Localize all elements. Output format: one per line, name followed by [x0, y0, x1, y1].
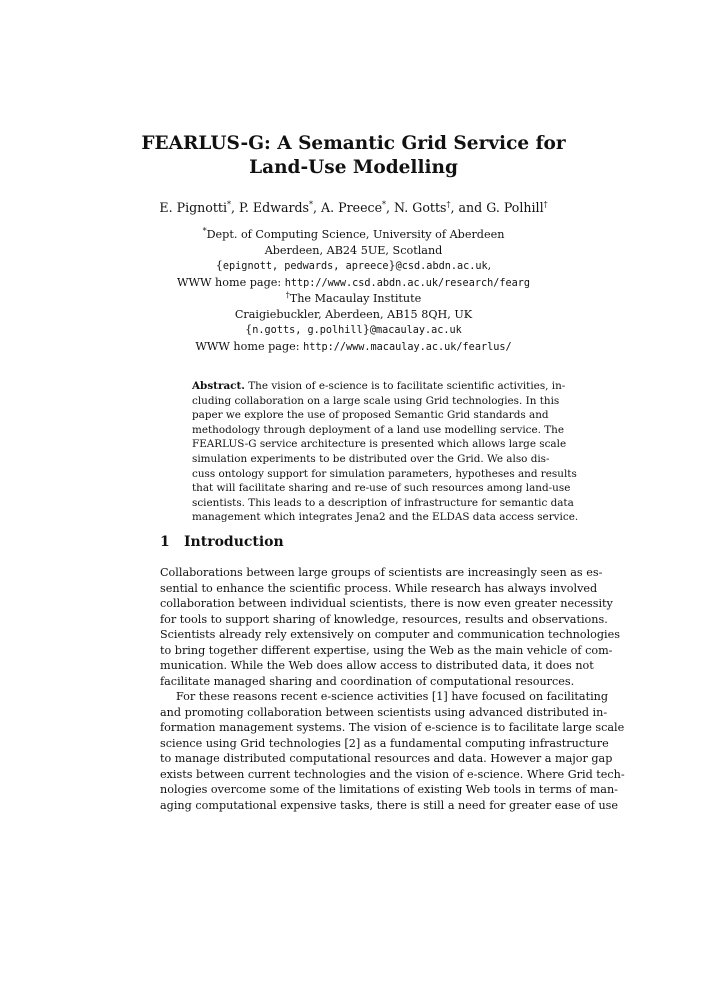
affiliation-mark: *	[202, 226, 207, 236]
body-line: formation management systems. The vision of e-science is to facilitate large scale	[160, 721, 625, 734]
affiliation-address: Craigiebuckler, Aberdeen, AB15 8QH, UK	[234, 307, 473, 321]
abstract-line: paper we explore the use of proposed Semantic Grid standards and	[192, 409, 549, 422]
affiliation-dept: Dept. of Computing Science, University of Aberdeen	[206, 228, 505, 241]
affiliation-address: Aberdeen, AB24 5UE, Scotland	[264, 243, 443, 257]
abstract	[192, 379, 579, 525]
body-line: aging computational expensive tasks, there is still a need for greater ease of use	[160, 798, 619, 812]
abstract-line: that will facilitate sharing and re-use of such resources among land-use	[192, 482, 571, 495]
author-text: E. Pignotti	[159, 200, 227, 215]
affiliation-email	[0, 322, 707, 339]
author-mark: *	[382, 199, 387, 209]
body-line: to manage distributed computational resources and data. However a major gap	[160, 752, 613, 765]
abstract-line: methodology through deployment of a land use modelling service. The	[192, 423, 564, 436]
body-line: collaboration between individual scientists, there is now even greater necessity	[160, 597, 613, 610]
affiliation-institute-line	[0, 291, 707, 307]
paper-title	[0, 132, 707, 180]
email-domain: @macaulay.ac.uk	[369, 325, 462, 336]
abstract-line: FEARLUS-G service architecture is presented which allows large scale	[192, 438, 567, 451]
affiliation-homepage	[0, 339, 707, 356]
author-mark: †	[543, 199, 548, 209]
email-names: n.gotts, g.polhill	[252, 325, 363, 336]
brace-open: {	[215, 259, 223, 272]
affiliation-homepage	[0, 275, 707, 292]
author-text: , N. Gotts	[386, 200, 447, 215]
abstract-line: management which integrates Jena2 and the ELDAS data access service.	[192, 511, 579, 524]
author-mark: †	[446, 199, 451, 209]
author-text: , P. Edwards	[231, 200, 310, 215]
body-line: Collaborations between large groups of scientists are increasingly seen as es-	[160, 566, 603, 579]
affiliation-mark: †	[285, 290, 290, 300]
email-domain: @csd.abdn.ac.uk	[395, 261, 488, 272]
title-line-1: FEARLUS-G: A Semantic Grid Service for	[141, 133, 566, 154]
body-line: nologies overcome some of the limitations of existing Web tools in terms of man-	[160, 783, 618, 796]
email-names: epignott, pedwards, apreece	[222, 261, 389, 272]
brace-close: }	[362, 323, 370, 336]
abstract-line: scientists. This leads to a description of infrastructure for semantic data	[192, 496, 574, 509]
body-line: facilitate managed sharing and coordination of computational resources.	[160, 674, 575, 688]
affiliation-institute: The Macaulay Institute	[289, 292, 422, 305]
paragraph-2	[160, 689, 625, 813]
body-line: sential to enhance the scientific process. While research has always involved	[160, 581, 598, 595]
author-list	[0, 200, 707, 215]
body-line: science using Grid technologies [2] as a fundamental computing infrastructure	[160, 736, 609, 750]
body-line: Scientists already rely extensively on computer and communication technologies	[160, 628, 620, 641]
email-end: ,	[487, 259, 492, 272]
abstract-line: cuss ontology support for simulation parameters, hypotheses and results	[192, 467, 577, 480]
section-title: Introduction	[184, 534, 284, 550]
abstract-label: Abstract.	[192, 380, 245, 392]
body-line: for tools to support sharing of knowledge, resources, results and observations.	[160, 612, 608, 626]
abstract-line: cluding collaboration on a large scale using Grid technologies. In this	[192, 394, 560, 407]
title-line-2: Land-Use Modelling	[249, 157, 458, 178]
abstract-line	[192, 379, 566, 394]
body-line: munication. While the Web does allow access to distributed data, it does not	[160, 659, 594, 672]
paragraph-1	[160, 565, 620, 689]
author-text: , A. Preece	[313, 200, 383, 215]
brace-close: }	[388, 259, 396, 272]
homepage-label: WWW home page:	[176, 275, 285, 289]
section-number: 1	[160, 534, 170, 550]
section-heading	[160, 534, 284, 550]
abstract-text: The vision of e-science is to facilitate scientific activities, in-	[248, 380, 566, 392]
homepage-link[interactable]: http://www.macaulay.ac.uk/fearlus/	[303, 341, 512, 353]
author-text: , and G. Polhill	[450, 200, 544, 215]
author-mark: *	[309, 199, 314, 209]
body-line: to bring together different expertise, using the Web as the main vehicle of com-	[160, 643, 613, 657]
body-line: For these reasons recent e-science activities [1] have focused on facilitating	[176, 690, 609, 703]
body-line: exists between current technologies and the vision of e-science. Where Grid tech-	[160, 767, 625, 781]
homepage-label: WWW home page:	[195, 339, 304, 353]
body-line: and promoting collaboration between scientists using advanced distributed in-	[160, 705, 608, 719]
brace-open: {	[245, 323, 253, 336]
abstract-line: simulation experiments to be distributed over the Grid. We also dis-	[192, 452, 550, 465]
affiliation-dept-line	[0, 227, 707, 243]
affiliation-aberdeen	[0, 227, 707, 291]
homepage-link[interactable]: http://www.csd.abdn.ac.uk/research/fearg	[284, 277, 531, 289]
author-mark: *	[227, 199, 231, 209]
affiliation-email	[0, 258, 707, 275]
affiliation-macaulay	[0, 291, 707, 355]
